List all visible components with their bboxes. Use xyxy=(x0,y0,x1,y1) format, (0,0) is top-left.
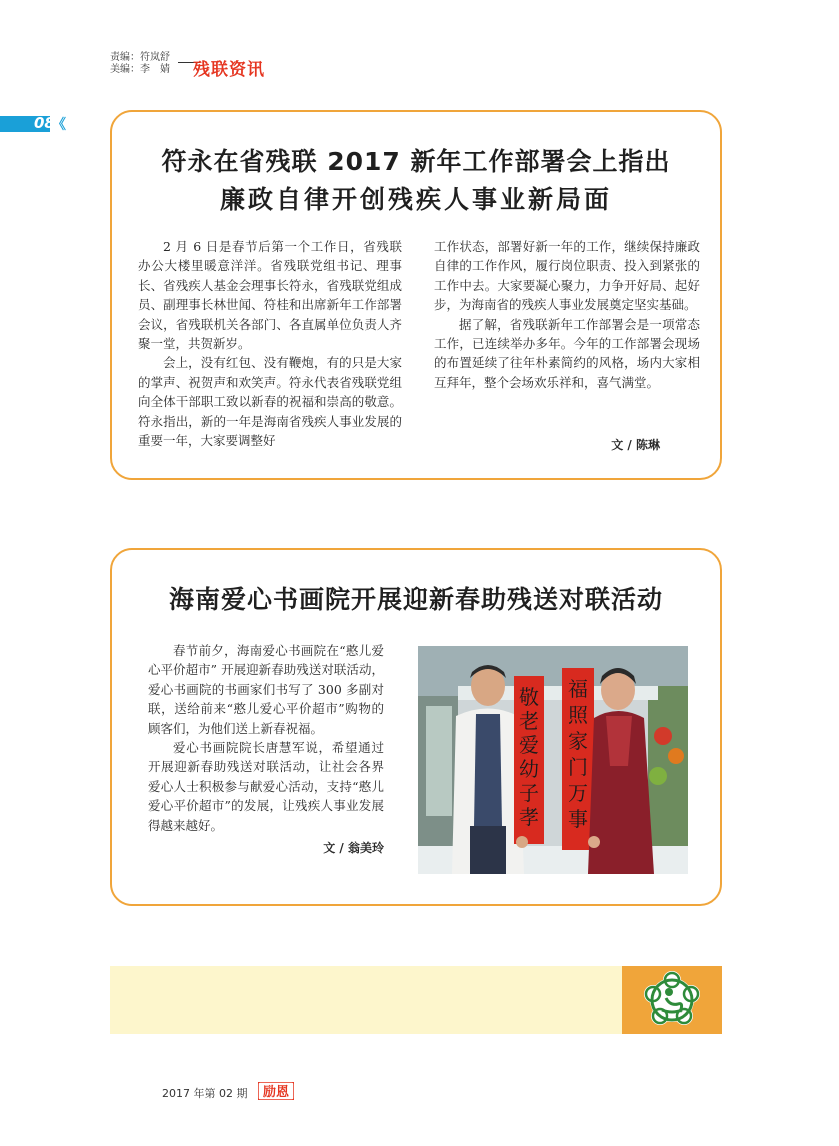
couplet-char: 事 xyxy=(568,807,588,831)
article2-text-column xyxy=(148,641,384,858)
couplet-photo xyxy=(418,646,688,874)
disability-federation-logo xyxy=(622,966,722,1034)
magazine-logo xyxy=(258,1082,294,1100)
article1-paragraph: 据了解，省残联新年工作部署会是一项常态工作，已连续举办多年。今年的工作部署会现场的布置延续了往年朴素简约的风格，场内大家相互拜年，整个会场欢乐祥和，喜气满堂。 xyxy=(434,316,700,390)
article-box-1 xyxy=(110,110,722,480)
article1-title-line1: 符永在省残联 2017 新年工作部署会上指出 xyxy=(161,147,671,176)
article1-title-line2: 廉政自律开创残疾人事业新局面 xyxy=(219,185,612,214)
couplet-char: 孝 xyxy=(519,805,539,829)
couplet-char: 敬 xyxy=(519,685,539,709)
magazine-logo-text: 励恩 xyxy=(262,1085,290,1100)
couplet-char: 照 xyxy=(568,703,588,727)
couplet-char: 幼 xyxy=(519,757,539,781)
couplet-char: 爱 xyxy=(519,733,539,757)
article1-paragraph: 2 月 6 日是春节后第一个工作日，省残联办公大楼里暖意洋洋。省残联党组书记、理事长、省残疾人基金会理事长符永，省残联党组成员、副理事长林世闻、符桂和出席新年工作部署会议，省残联机关各部门、各直属单位负责人齐聚一堂，共贺新岁。 xyxy=(138,239,402,352)
article2-title: 海南爱心书画院开展迎新春助残送对联活动 xyxy=(168,585,663,614)
couplet-char: 福 xyxy=(568,677,588,701)
article-box-2 xyxy=(110,548,722,906)
designer-line: 美编：李 婧 xyxy=(110,64,170,75)
article2-paragraph: 爱心书画院院长唐慧军说，希望通过开展迎新春助残送对联活动，让社会各界爱心人士积极参与献爱心活动，支持“憨儿爱心平价超市”的发展，让残疾人事业发展得越来越好。 xyxy=(148,740,384,833)
article1-left-column xyxy=(138,237,402,450)
article1-byline: 文 / 陈琳 xyxy=(611,438,660,452)
issue-footer: 2017 年第 02 期 xyxy=(162,1087,248,1100)
flower-emblem-icon xyxy=(622,966,722,1034)
page-number: 08 xyxy=(34,114,55,132)
couplet-char: 老 xyxy=(519,709,539,733)
article2-byline: 文 / 翁美玲 xyxy=(323,841,384,856)
editor-credits xyxy=(110,52,170,76)
couplet-char: 子 xyxy=(519,781,539,805)
column-name: 残联资讯 xyxy=(193,60,265,80)
couplet-char: 万 xyxy=(568,781,588,805)
article2-paragraph: 春节前夕，海南爱心书画院在“憨儿爱心平价超市” 开展迎新春助残送对联活动，爱心书画院的书画家们书写了 300 多副对联，送给前来“憨儿爱心平价超市”购物的顾客们，为他们送上新春祝福。 xyxy=(148,643,384,736)
couplet-char: 门 xyxy=(568,755,588,779)
chevron-left-icon: 《 xyxy=(52,117,66,133)
couplet-char: 家 xyxy=(568,729,588,753)
article1-paragraph: 会上，没有红包、没有鞭炮，有的只是大家的掌声、祝贺声和欢笑声。符永代表省残联党组向全体干部职工致以新春的祝福和崇高的敬意。符永指出，新的一年是海南省残疾人事业发展的重要一年，大家要调整好 xyxy=(138,355,402,449)
editor-line: 责编：符岚舒 xyxy=(110,52,170,63)
article1-right-column xyxy=(434,237,700,392)
article1-paragraph: 工作状态，部署好新一年的工作，继续保持廉政自律的工作作风，履行岗位职责、投入到紧张的工作中去。大家要凝心聚力，力争开好局、起好步，为海南省的残疾人事业发展奠定坚实基础。 xyxy=(434,239,700,313)
article2-photo xyxy=(418,646,688,874)
